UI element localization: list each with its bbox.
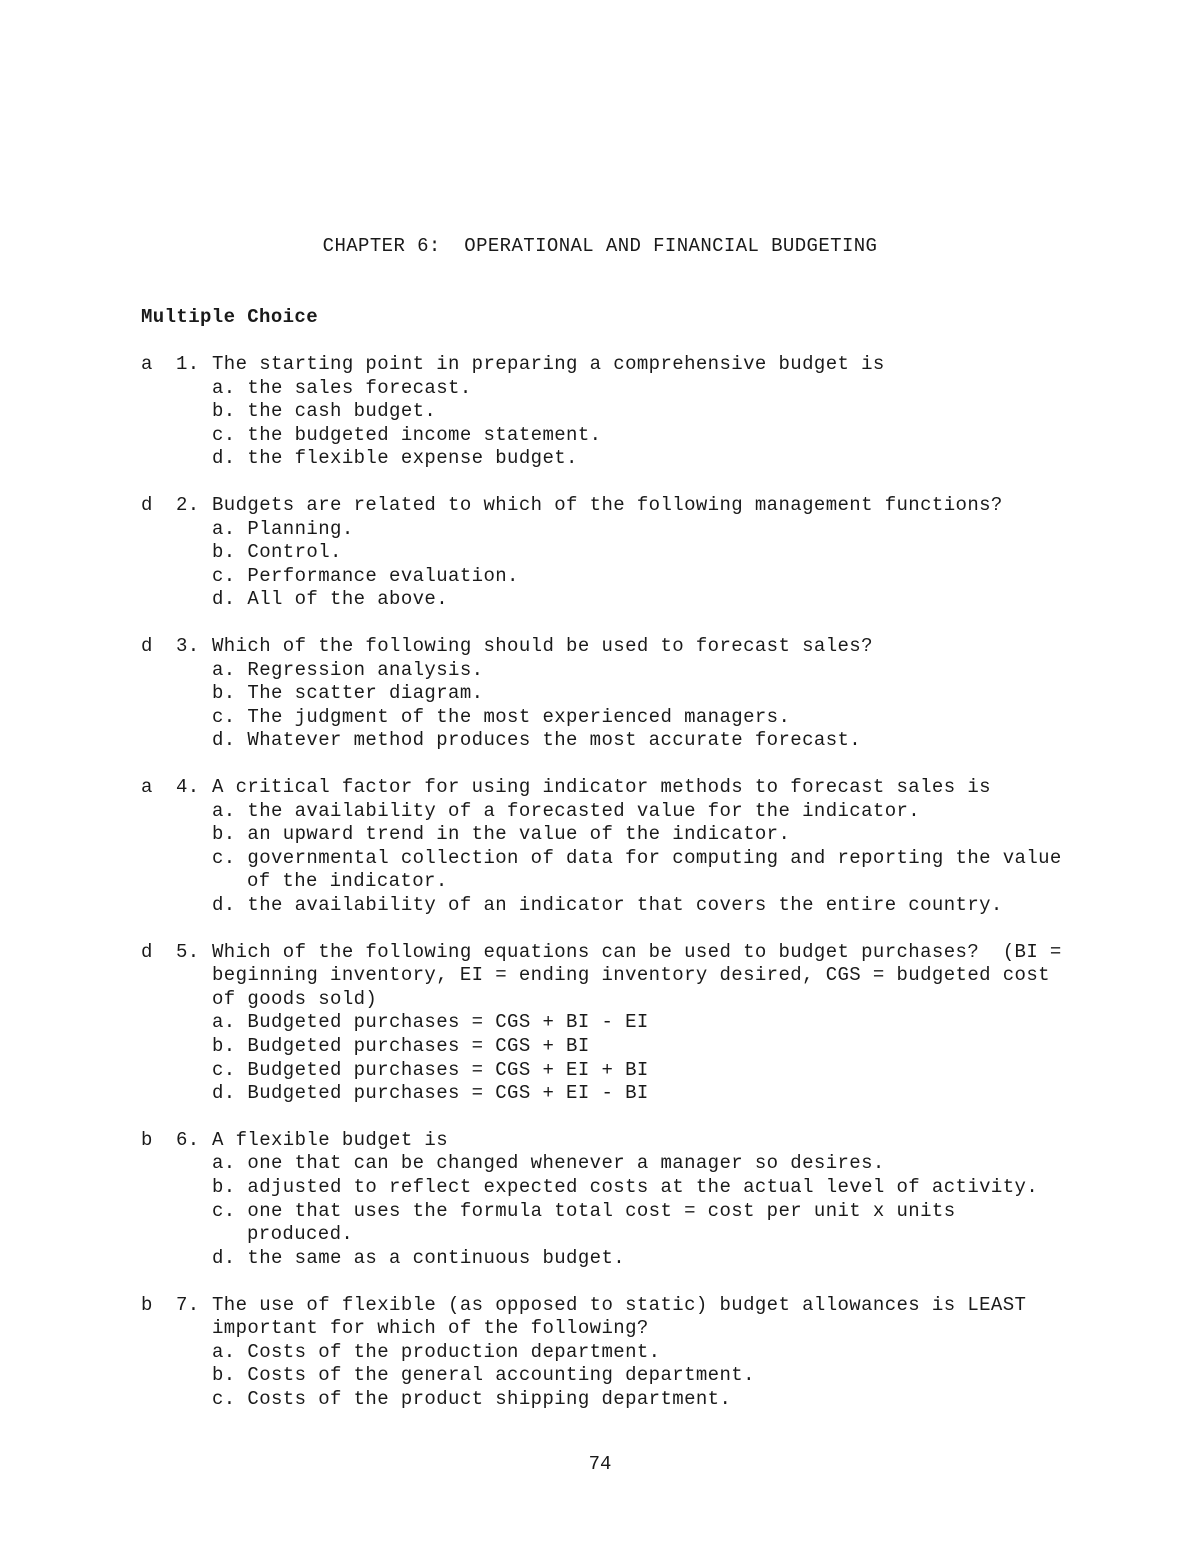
question-stem-q2: Budgets are related to which of the following management functions? [212, 494, 1003, 517]
answer-key-q3: d [141, 635, 153, 658]
question-number-q1: 1. [176, 353, 200, 375]
question-stem-q7: important for which of the following? [212, 1317, 649, 1340]
option-q3-b: b. The scatter diagram. [212, 682, 484, 705]
chapter-title: CHAPTER 6: OPERATIONAL AND FINANCIAL BUDGETING [322, 235, 878, 257]
question-stem-q5: of goods sold) [212, 987, 378, 1010]
option-q1-d: d. the flexible expense budget. [212, 447, 578, 470]
option-q5-a: a. Budgeted purchases = CGS + BI - EI [212, 1011, 649, 1034]
question-number-q4: 4. [176, 776, 200, 799]
question-number-q7: 7. [176, 1293, 200, 1316]
option-q2-b: b. Control. [212, 541, 342, 564]
question-number-q6: 6. [176, 1128, 200, 1151]
answer-key-q4: a [141, 776, 153, 799]
question-stem-q3: Which of the following should be used to forecast sales? [212, 635, 873, 658]
option-q2-a: a. Planning. [212, 517, 354, 540]
option-q6-d: d. the same as a continuous budget. [212, 1246, 626, 1269]
answer-key-q6: b [141, 1128, 153, 1151]
question-number-q3: 3. [176, 635, 200, 658]
section-title: Multiple Choice [141, 306, 319, 328]
option-q6-c: produced. [247, 1223, 354, 1246]
option-q7-a: a. Costs of the production department. [212, 1340, 661, 1363]
option-q6-c: c. one that uses the formula total cost = cost per unit x units [212, 1199, 956, 1222]
option-q7-b: b. Costs of the general accounting department. [212, 1364, 755, 1387]
question-stem-q7: The use of flexible (as opposed to static) budget allowances is LEAST [212, 1293, 1027, 1316]
option-q1-c: c. the budgeted income statement. [212, 423, 602, 446]
question-stem-q1: The starting point in preparing a comprehensive budget is [212, 353, 885, 375]
question-number-q2: 2. [176, 494, 200, 517]
option-q7-c: c. Costs of the product shipping department. [212, 1387, 732, 1410]
option-q4-c: of the indicator. [247, 870, 448, 893]
question-stem-q5: Which of the following equations can be used to budget purchases? (BI = [212, 940, 1062, 963]
option-q2-d: d. All of the above. [212, 588, 449, 611]
option-q3-a: a. Regression analysis. [212, 658, 484, 681]
option-q2-c: c. Performance evaluation. [212, 564, 519, 587]
option-q5-b: b. Budgeted purchases = CGS + BI [212, 1034, 590, 1057]
question-number-q5: 5. [176, 940, 200, 963]
answer-key-q5: d [141, 940, 153, 963]
option-q4-c: c. governmental collection of data for computing and reporting the value [212, 846, 1062, 869]
option-q1-a: a. the sales forecast. [212, 376, 472, 399]
answer-key-q1: a [141, 353, 153, 375]
option-q5-c: c. Budgeted purchases = CGS + EI + BI [212, 1058, 649, 1081]
option-q6-a: a. one that can be changed whenever a manager so desires. [212, 1152, 885, 1175]
option-q4-b: b. an upward trend in the value of the indicator. [212, 823, 791, 846]
option-q5-d: d. Budgeted purchases = CGS + EI - BI [212, 1082, 649, 1105]
option-q4-a: a. the availability of a forecasted value for the indicator. [212, 799, 921, 822]
option-q6-b: b. adjusted to reflect expected costs at the actual level of activity. [212, 1176, 1039, 1198]
question-stem-q6: A flexible budget is [212, 1128, 449, 1151]
answer-key-q2: d [141, 494, 153, 517]
answer-key-q7: b [141, 1293, 153, 1316]
option-q4-d: d. the availability of an indicator that covers the entire country. [212, 893, 1003, 916]
option-q3-d: d. Whatever method produces the most accurate forecast. [212, 729, 862, 752]
option-q3-c: c. The judgment of the most experienced managers. [212, 705, 791, 728]
option-q1-b: b. the cash budget. [212, 400, 437, 423]
question-stem-q4: A critical factor for using indicator methods to forecast sales is [212, 776, 991, 799]
page-number: 74 [588, 1453, 612, 1475]
question-stem-q5: beginning inventory, EI = ending inventory desired, CGS = budgeted cost [212, 964, 1050, 987]
